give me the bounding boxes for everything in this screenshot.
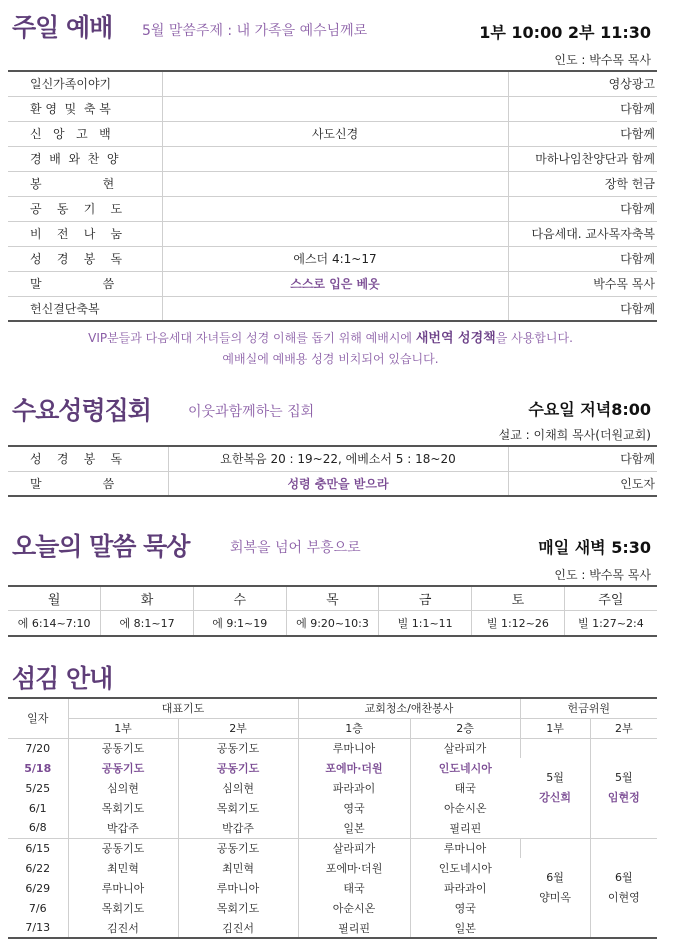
sunday-leader: 인도 : 박수목 목사 <box>554 53 651 67</box>
service-cell-c2: 인도네시아 <box>438 762 492 775</box>
service-cell-p1: 목회기도 <box>68 798 178 818</box>
table-row <box>8 96 657 121</box>
order-detail <box>162 196 508 221</box>
order-leader: 다함께 <box>508 96 657 121</box>
table-row <box>8 296 657 321</box>
order-label: 경 배 와 찬 양 <box>8 146 162 171</box>
order-detail <box>162 71 508 96</box>
service-cell-c1: 파라과이 <box>298 778 410 798</box>
order-detail: 성령 충만을 받으라 <box>168 471 508 496</box>
service-cell-p1: 루마니아 <box>68 878 178 898</box>
service-cell-p2: 공동기도 <box>178 838 298 858</box>
service-cell-p2: 루마니아 <box>178 878 298 898</box>
order-label: 성 경 봉 독 <box>8 246 162 271</box>
service-cell-p1: 심의현 <box>68 778 178 798</box>
table-row <box>8 71 657 96</box>
header-cleaning: 교회청소/애찬봉사 <box>298 698 520 718</box>
header-prayer-1: 1부 <box>68 718 178 738</box>
header-prayer-2: 2부 <box>178 718 298 738</box>
service-cell-c1: 포에마·더원 <box>298 758 410 778</box>
weekday-passage: 빌 1:12~26 <box>472 610 565 636</box>
table-row <box>8 446 657 471</box>
service-cell-c1: 포에마·더원 <box>298 858 410 878</box>
service-cell-c2: 파라과이 <box>444 882 487 895</box>
order-detail <box>162 221 508 246</box>
header-offering: 헌금위원 <box>520 698 657 718</box>
header-cleaning-2: 2층 <box>410 718 520 738</box>
service-cell-p1: 목회기도 <box>68 898 178 918</box>
wednesday-leader: 설교 : 이채희 목사(더원교회) <box>498 428 651 442</box>
weekday-label: 수 <box>193 586 286 610</box>
order-detail: 스스로 입은 베옷 <box>162 271 508 296</box>
service-cell-c1: 태국 <box>298 878 410 898</box>
meditation-leader: 인도 : 박수목 목사 <box>554 568 651 582</box>
service-cell-p1: 최민혁 <box>68 858 178 878</box>
order-detail <box>162 96 508 121</box>
sunday-time: 1부 10:00 2부 11:30 <box>479 23 651 42</box>
service-cell-p1: 김진서 <box>68 918 178 938</box>
weekday-label: 금 <box>379 586 472 610</box>
meditation-subtitle: 회복을 넘어 부흥으로 <box>230 540 361 556</box>
service-cell-p2: 최민혁 <box>178 858 298 878</box>
order-leader: 다음세대. 교사목자축복 <box>508 221 657 246</box>
service-cell-p2: 심의현 <box>178 778 298 798</box>
order-detail: 요한복음 20 : 19~22, 에베소서 5 : 18~20 <box>168 446 508 471</box>
notice-bold: 새번역 성경책 <box>415 331 496 346</box>
service-cell-date: 7/13 <box>8 918 68 938</box>
wednesday-order-table <box>8 445 657 497</box>
service-cell-p1: 공동기도 <box>68 738 178 758</box>
service-cell-c1: 루마니아 <box>298 738 410 758</box>
table-row <box>8 271 657 296</box>
order-leader: 장학 헌금 <box>508 171 657 196</box>
table-row <box>8 196 657 221</box>
service-cell-date: 6/29 <box>8 878 68 898</box>
order-leader: 다함께 <box>508 196 657 221</box>
service-cell-p1: 공동기도 <box>68 758 178 778</box>
offering-name: 양미옥 <box>539 890 571 904</box>
weekday-label: 주일 <box>564 586 657 610</box>
weekday-passage: 에 9:1~19 <box>193 610 286 636</box>
wednesday-header <box>4 385 657 423</box>
header-prayer: 대표기도 <box>68 698 298 718</box>
service-cell-date: 6/1 <box>8 798 68 818</box>
bible-notice-2: 예배실에 예배용 성경 비치되어 있습니다. <box>222 352 439 366</box>
order-detail <box>162 146 508 171</box>
order-leader: 다함께 <box>508 446 657 471</box>
weekday-label: 토 <box>472 586 565 610</box>
service-cell-p2: 김진서 <box>178 918 298 938</box>
weekday-passage: 에 8:1~17 <box>101 610 194 636</box>
order-detail: 에스더 4:1~17 <box>162 246 508 271</box>
table-row <box>8 121 657 146</box>
header-offering-1: 1부 <box>520 718 590 738</box>
service-cell-date: 7/6 <box>8 898 68 918</box>
service-cell-date: 5/18 <box>8 758 68 778</box>
service-cell-c2: 아순시온 <box>444 802 487 815</box>
bible-notice <box>4 328 657 349</box>
service-cell-c1: 일본 <box>298 818 410 838</box>
sunday-title: 주일 예배 <box>12 13 113 42</box>
service-cell-p2: 공동기도 <box>178 738 298 758</box>
wednesday-subtitle: 이웃과함께하는 집회 <box>188 404 315 420</box>
meditation-header <box>4 523 657 563</box>
weekday-passage: 에 6:14~7:10 <box>8 610 101 636</box>
service-cell-date: 6/22 <box>8 858 68 878</box>
weekday-passage: 빌 1:1~11 <box>379 610 472 636</box>
offering-month: 6월 <box>546 870 564 884</box>
meditation-title: 오늘의 말씀 묵상 <box>12 532 190 561</box>
meditation-time: 매일 새벽 5:30 <box>538 538 651 557</box>
service-cell-c1: 아순시온 <box>298 898 410 918</box>
order-label: 말 씀 <box>8 271 162 296</box>
offering-cell-o2 <box>590 738 657 838</box>
offering-cell-o2 <box>590 838 657 938</box>
service-cell-c2: 필리핀 <box>410 818 520 838</box>
weekday-passage: 에 9:20~10:3 <box>286 610 379 636</box>
notice-pre: VIP분들과 다음세대 자녀들의 성경 이해를 돕기 위해 예배시에 <box>88 331 416 345</box>
order-detail: 사도신경 <box>162 121 508 146</box>
order-leader: 마하나임찬양단과 함께 <box>508 146 657 171</box>
weekday-passage: 빌 1:27~2:4 <box>577 616 644 630</box>
order-leader: 다함께 <box>508 121 657 146</box>
service-cell-c2: 인도네시아 <box>438 862 492 875</box>
service-cell-c2: 태국 <box>454 782 476 795</box>
service-cell-p2: 목회기도 <box>178 798 298 818</box>
order-detail <box>162 171 508 196</box>
order-label: 신 앙 고 백 <box>8 121 162 146</box>
service-cell-c2: 살라피가 <box>410 738 520 758</box>
notice-post: 을 사용합니다. <box>495 331 573 345</box>
weekday-label: 월 <box>8 586 101 610</box>
header-offering-2: 2부 <box>590 718 657 738</box>
table-row <box>8 246 657 271</box>
service-cell-c2: 영국 <box>454 902 476 915</box>
service-table <box>8 697 657 939</box>
table-row <box>8 838 657 858</box>
order-label: 말 씀 <box>8 471 168 496</box>
service-cell-c1: 필리핀 <box>298 918 410 938</box>
service-cell-date: 7/20 <box>8 738 68 758</box>
order-label: 공 동 기 도 <box>8 196 162 221</box>
order-leader: 인도자 <box>508 471 657 496</box>
sunday-header <box>4 0 657 42</box>
sunday-order-table <box>8 70 657 322</box>
service-title: 섬김 안내 <box>12 664 113 693</box>
order-leader: 박수목 목사 <box>508 271 657 296</box>
service-cell-p1: 공동기도 <box>68 838 178 858</box>
order-label: 성 경 봉 독 <box>8 446 168 471</box>
offering-cell-o1 <box>520 838 590 938</box>
offering-month: 5월 <box>614 771 633 784</box>
service-cell-p2: 공동기도 <box>178 758 298 778</box>
order-leader: 다함께 <box>508 296 657 321</box>
order-leader: 다함께 <box>508 246 657 271</box>
service-cell-c2: 일본 <box>454 921 476 935</box>
order-label: 봉 현 <box>8 171 162 196</box>
service-cell-c2: 루마니아 <box>410 838 520 858</box>
weekday-label: 화 <box>101 586 194 610</box>
offering-name: 이현영 <box>607 890 640 904</box>
order-label: 일신가족이야기 <box>8 71 162 96</box>
service-cell-p2: 목회기도 <box>178 898 298 918</box>
table-row <box>8 471 657 496</box>
order-detail <box>162 296 508 321</box>
wednesday-title: 수요성령집회 <box>12 396 151 425</box>
service-cell-p2: 박갑주 <box>178 818 298 838</box>
header-cleaning-1: 1층 <box>298 718 410 738</box>
meditation-week-table <box>8 585 657 637</box>
offering-name: 임현정 <box>607 791 640 804</box>
table-row <box>8 221 657 246</box>
weekday-label: 목 <box>286 586 379 610</box>
order-label: 헌신결단축복 <box>8 296 162 321</box>
sunday-subtitle: 5월 말씀주제 : 내 가족을 예수님께로 <box>142 23 368 39</box>
service-cell-c1: 영국 <box>298 798 410 818</box>
table-row <box>8 171 657 196</box>
table-row <box>8 146 657 171</box>
offering-month: 5월 <box>546 771 564 784</box>
offering-month: 6월 <box>614 870 633 884</box>
service-cell-date: 6/15 <box>8 838 68 858</box>
offering-name: 강신희 <box>539 791 571 804</box>
service-cell-date: 6/8 <box>8 818 68 838</box>
wednesday-time: 수요일 저녁8:00 <box>528 400 651 419</box>
order-leader: 영상광고 <box>508 71 657 96</box>
header-date: 일자 <box>8 698 68 738</box>
service-header <box>4 653 657 697</box>
table-row <box>8 738 657 758</box>
service-cell-c1: 살라피가 <box>298 838 410 858</box>
offering-cell-o1 <box>520 738 590 838</box>
service-cell-p1: 박갑주 <box>68 818 178 838</box>
order-label: 환 영 및 축 복 <box>8 96 162 121</box>
order-label: 비 전 나 눔 <box>8 221 162 246</box>
service-cell-date: 5/25 <box>8 778 68 798</box>
